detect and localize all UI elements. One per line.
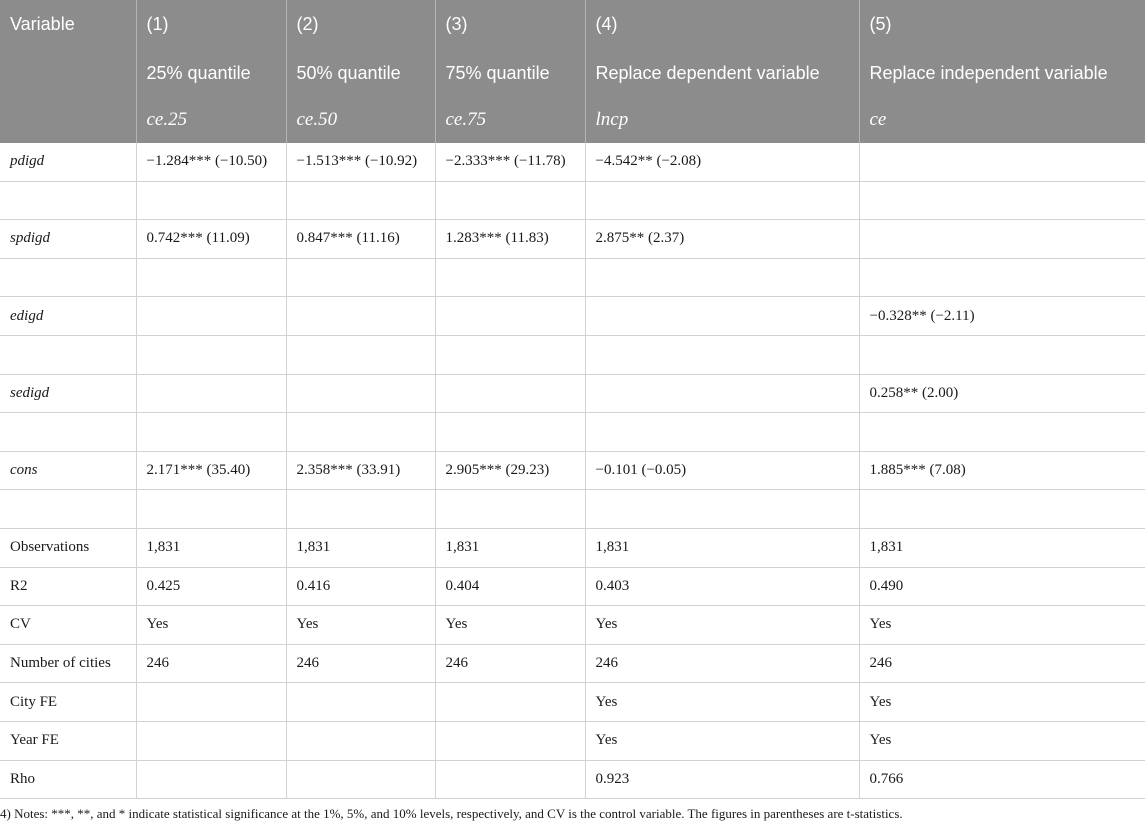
header-col-4: (4) bbox=[585, 0, 859, 49]
table-cell: Yes bbox=[859, 683, 1145, 722]
row-label bbox=[0, 413, 136, 452]
table-cell: −1.513*** (−10.92) bbox=[286, 143, 435, 181]
table-cell: 246 bbox=[136, 644, 286, 683]
table-cell bbox=[859, 143, 1145, 181]
table-cell: Yes bbox=[585, 721, 859, 760]
table-row bbox=[0, 335, 1145, 374]
table-cell bbox=[286, 721, 435, 760]
table-row bbox=[0, 760, 1145, 799]
table-cell: 1,831 bbox=[585, 528, 859, 567]
table-cell bbox=[859, 413, 1145, 452]
header-desc-3: 75% quantile bbox=[435, 49, 585, 97]
table-cell bbox=[859, 258, 1145, 297]
table-cell bbox=[136, 297, 286, 336]
table-cell: 1,831 bbox=[136, 528, 286, 567]
table-cell bbox=[585, 413, 859, 452]
table-cell: −2.333*** (−11.78) bbox=[435, 143, 585, 181]
table-row bbox=[0, 567, 1145, 606]
table-cell bbox=[859, 181, 1145, 220]
table-cell: −1.284*** (−10.50) bbox=[136, 143, 286, 181]
row-label: pdigd bbox=[0, 143, 136, 181]
table-cell bbox=[585, 490, 859, 529]
table-cell: Yes bbox=[585, 606, 859, 645]
table-cell: 0.258** (2.00) bbox=[859, 374, 1145, 413]
table-cell: 0.742*** (11.09) bbox=[136, 220, 286, 259]
header-col-3: (3) bbox=[435, 0, 585, 49]
table-cell: 2.905*** (29.23) bbox=[435, 451, 585, 490]
row-label bbox=[0, 181, 136, 220]
table-cell: 246 bbox=[585, 644, 859, 683]
table-cell bbox=[585, 297, 859, 336]
table-cell bbox=[136, 258, 286, 297]
header-dep-3: ce.75 bbox=[435, 97, 585, 143]
table-cell: 246 bbox=[286, 644, 435, 683]
header-desc-1: 25% quantile bbox=[136, 49, 286, 97]
table-body bbox=[0, 143, 1145, 799]
table-cell bbox=[286, 374, 435, 413]
table-cell bbox=[585, 374, 859, 413]
table-cell: 0.923 bbox=[585, 760, 859, 799]
table-cell bbox=[286, 490, 435, 529]
table-cell: Yes bbox=[136, 606, 286, 645]
table-cell bbox=[286, 258, 435, 297]
table-cell: 1.885*** (7.08) bbox=[859, 451, 1145, 490]
table-cell: −0.328** (−2.11) bbox=[859, 297, 1145, 336]
row-label: Year FE bbox=[0, 721, 136, 760]
row-label bbox=[0, 490, 136, 529]
table-row bbox=[0, 181, 1145, 220]
row-label: edigd bbox=[0, 297, 136, 336]
header-desc-2: 50% quantile bbox=[286, 49, 435, 97]
table-cell bbox=[585, 335, 859, 374]
table-row bbox=[0, 606, 1145, 645]
table-row bbox=[0, 413, 1145, 452]
header-dep-5: ce bbox=[859, 97, 1145, 143]
table-cell bbox=[286, 181, 435, 220]
table-cell: 1,831 bbox=[286, 528, 435, 567]
table-cell bbox=[435, 335, 585, 374]
table-cell: 2.875** (2.37) bbox=[585, 220, 859, 259]
table-cell: 0.847*** (11.16) bbox=[286, 220, 435, 259]
header-variable: Variable bbox=[0, 0, 136, 49]
table-cell: Yes bbox=[286, 606, 435, 645]
table-cell bbox=[435, 683, 585, 722]
row-label: CV bbox=[0, 606, 136, 645]
table-cell bbox=[435, 490, 585, 529]
table-row bbox=[0, 683, 1145, 722]
table-row bbox=[0, 374, 1145, 413]
table-cell bbox=[136, 374, 286, 413]
row-label: cons bbox=[0, 451, 136, 490]
table-cell: 0.416 bbox=[286, 567, 435, 606]
row-label: R2 bbox=[0, 567, 136, 606]
table-cell bbox=[435, 721, 585, 760]
row-label: Number of cities bbox=[0, 644, 136, 683]
header-row-column-numbers bbox=[0, 0, 1145, 49]
row-label: City FE bbox=[0, 683, 136, 722]
table-cell bbox=[859, 490, 1145, 529]
table-row bbox=[0, 644, 1145, 683]
table-cell bbox=[435, 297, 585, 336]
header-desc-5: Replace independent variable bbox=[859, 49, 1145, 97]
table-cell bbox=[136, 760, 286, 799]
table-cell bbox=[136, 413, 286, 452]
row-label: Rho bbox=[0, 760, 136, 799]
table-row bbox=[0, 451, 1145, 490]
table-cell bbox=[286, 683, 435, 722]
row-label: sedigd bbox=[0, 374, 136, 413]
table-cell bbox=[859, 335, 1145, 374]
table-cell bbox=[435, 413, 585, 452]
table-cell: Yes bbox=[435, 606, 585, 645]
table-cell bbox=[435, 760, 585, 799]
table-cell bbox=[136, 490, 286, 529]
table-cell bbox=[585, 181, 859, 220]
table-cell bbox=[585, 258, 859, 297]
table-cell bbox=[136, 683, 286, 722]
table-cell bbox=[136, 721, 286, 760]
table-cell: 246 bbox=[859, 644, 1145, 683]
table-cell: Yes bbox=[859, 721, 1145, 760]
header-col-1: (1) bbox=[136, 0, 286, 49]
header-row-descriptions bbox=[0, 49, 1145, 97]
table-cell: 0.425 bbox=[136, 567, 286, 606]
table-cell bbox=[286, 760, 435, 799]
table-cell: −4.542** (−2.08) bbox=[585, 143, 859, 181]
header-dep-2: ce.50 bbox=[286, 97, 435, 143]
row-label bbox=[0, 258, 136, 297]
table-cell bbox=[286, 413, 435, 452]
table-cell: 0.404 bbox=[435, 567, 585, 606]
header-desc-0 bbox=[0, 49, 136, 97]
table-cell: −0.101 (−0.05) bbox=[585, 451, 859, 490]
table-row bbox=[0, 220, 1145, 259]
row-label bbox=[0, 335, 136, 374]
table-cell: 2.171*** (35.40) bbox=[136, 451, 286, 490]
table-row bbox=[0, 297, 1145, 336]
header-col-2: (2) bbox=[286, 0, 435, 49]
table-row bbox=[0, 528, 1145, 567]
table-cell: Yes bbox=[585, 683, 859, 722]
table-cell: 0.766 bbox=[859, 760, 1145, 799]
table-cell bbox=[435, 258, 585, 297]
table-row bbox=[0, 258, 1145, 297]
row-label: Observations bbox=[0, 528, 136, 567]
header-desc-4: Replace dependent variable bbox=[585, 49, 859, 97]
header-row-dependent-vars bbox=[0, 97, 1145, 143]
table-cell bbox=[435, 181, 585, 220]
table-cell bbox=[859, 220, 1145, 259]
table-row bbox=[0, 490, 1145, 529]
table-cell: Yes bbox=[859, 606, 1145, 645]
row-label: spdigd bbox=[0, 220, 136, 259]
table-cell: 1.283*** (11.83) bbox=[435, 220, 585, 259]
table-cell: 1,831 bbox=[435, 528, 585, 567]
header-dep-4: lncp bbox=[585, 97, 859, 143]
table-cell: 246 bbox=[435, 644, 585, 683]
table-cell bbox=[286, 335, 435, 374]
table-header bbox=[0, 0, 1145, 143]
table-cell: 1,831 bbox=[859, 528, 1145, 567]
header-dep-0 bbox=[0, 97, 136, 143]
header-dep-1: ce.25 bbox=[136, 97, 286, 143]
header-col-5: (5) bbox=[859, 0, 1145, 49]
table-row bbox=[0, 143, 1145, 181]
table-cell bbox=[435, 374, 585, 413]
table-row bbox=[0, 721, 1145, 760]
table-note: 4) Notes: ***, **, and * indicate statistical significance at the 1%, 5%, and 10% levels, respectively, and CV is the control variable. The figures in parentheses are t-statistics. bbox=[0, 806, 903, 821]
table-cell: 0.490 bbox=[859, 567, 1145, 606]
table-cell: 0.403 bbox=[585, 567, 859, 606]
table-cell: 2.358*** (33.91) bbox=[286, 451, 435, 490]
table-cell bbox=[136, 335, 286, 374]
table-cell bbox=[286, 297, 435, 336]
table-cell bbox=[136, 181, 286, 220]
